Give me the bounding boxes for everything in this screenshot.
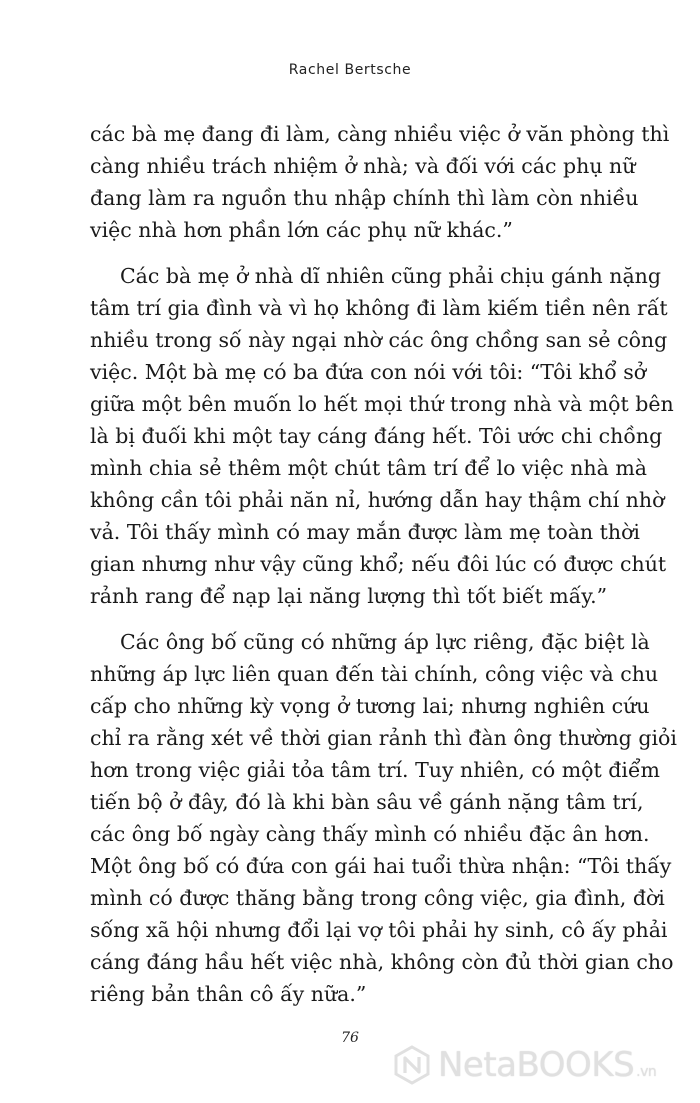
running-header-author: Rachel Bertsche — [288, 62, 412, 78]
watermark-brand: NetaBOOKS — [438, 1045, 635, 1085]
text-line: hơn trong việc giải tỏa tâm trí. Tuy nhiên, có một điểm — [90, 758, 660, 782]
text-line: nhiều trong số này ngại nhờ các ông chồng san sẻ công — [90, 328, 668, 352]
text-line: mình chia sẻ thêm một chút tâm trí để lo việc nhà mà — [90, 456, 648, 480]
text-line: những áp lực liên quan đến tài chính, công việc và chu — [90, 662, 659, 686]
text-line: gian nhưng như vậy cũng khổ; nếu đôi lúc có được chút — [90, 552, 667, 576]
text-line: rảnh rang để nạp lại năng lượng thì tốt biết mấy.” — [90, 584, 608, 608]
text-line: cáng đáng hầu hết việc nhà, không còn đủ thời gian cho — [90, 950, 674, 974]
watermark-text — [438, 1045, 656, 1085]
text-line: các ông bố ngày càng thấy mình có nhiều đặc ân hơn. — [90, 822, 650, 846]
text-line: việc. Một bà mẹ có ba đứa con nói với tôi: “Tôi khổ sở — [90, 360, 647, 384]
watermark — [392, 1040, 656, 1090]
text-line: tiến bộ ở đây, đó là khi bàn sâu về gánh nặng tâm trí, — [90, 790, 644, 814]
text-line: Các ông bố cũng có những áp lực riêng, đặc biệt là — [120, 630, 650, 654]
paragraph — [90, 626, 677, 1010]
text-line: tâm trí gia đình và vì họ không đi làm kiếm tiền nên rất — [90, 296, 668, 320]
text-line: không cần tôi phải năn nỉ, hướng dẫn hay thậm chí nhờ — [90, 488, 665, 512]
page-number: 76 — [341, 1030, 359, 1046]
text-line: là bị đuối khi một tay cáng đáng hết. Tôi ước chi chồng — [90, 424, 663, 448]
text-line: vả. Tôi thấy mình có may mắn được làm mẹ toàn thời — [90, 520, 640, 544]
text-line: riêng bản thân cô ấy nữa.” — [90, 982, 367, 1006]
text-line: càng nhiều trách nhiệm ở nhà; và đối với các phụ nữ — [90, 154, 636, 178]
text-line: đang làm ra nguồn thu nhập chính thì làm còn nhiều — [90, 186, 639, 210]
netabooks-logo-icon — [392, 1045, 432, 1085]
text-line: mình có được thăng bằng trong công việc, gia đình, đời — [90, 886, 665, 910]
text-line: việc nhà hơn phần lớn các phụ nữ khác.” — [90, 218, 513, 242]
paragraph — [90, 118, 670, 246]
paragraph — [90, 260, 674, 612]
body-text — [90, 118, 677, 1024]
text-line: sống xã hội nhưng đổi lại vợ tôi phải hy sinh, cô ấy phải — [90, 918, 668, 942]
watermark-suffix: .vn — [636, 1064, 657, 1080]
text-line: cấp cho những kỳ vọng ở tương lai; nhưng nghiên cứu — [90, 694, 650, 718]
text-line: Một ông bố có đứa con gái hai tuổi thừa nhận: “Tôi thấy — [90, 854, 672, 878]
text-line: Các bà mẹ ở nhà dĩ nhiên cũng phải chịu gánh nặng — [120, 264, 661, 288]
text-line: các bà mẹ đang đi làm, càng nhiều việc ở văn phòng thì — [90, 122, 670, 146]
text-line: giữa một bên muốn lo hết mọi thứ trong nhà và một bên — [90, 392, 674, 416]
text-line: chỉ ra rằng xét về thời gian rảnh thì đàn ông thường giỏi — [90, 726, 677, 750]
